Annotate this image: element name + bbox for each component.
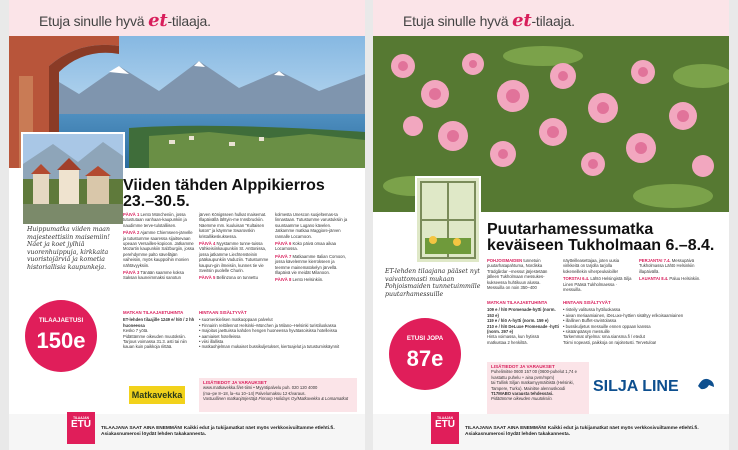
itinerary-item: PÄIVÄ 4 Nyystamme tunne-tuissa Vähkeisiinkaupunkiin St. Anttonissa, jossa jatkamme Liechtensteinin pääkaupunkiin Vaduziin. Tutustumme kaupun-gin ilmeisiin, kunnes tie vie Sveitsin puolelle Churin. — [199, 241, 269, 274]
right-price-badge — [389, 318, 461, 390]
tilaajan-etu-logo: TILAAJAN ETU — [431, 412, 459, 444]
right-price-block: MATKAN TILAAJAETUHINTA 109 e / hlö Promenade-hytti (norm. 153 e) 119 e / hlö A-hytti (norm. 159 e) 210 e / hlö DeLuxe Promenade -hytti (norm. 297 e) Hinta voimassa, kun hytissä matkustaa 2 henkilöä. — [487, 300, 559, 345]
right-footer — [373, 414, 729, 450]
right-col-3 — [639, 258, 713, 284]
left-header — [9, 0, 365, 36]
left-footer — [9, 414, 365, 450]
left-contact-box: LISÄTIEDOT JA VARAUKSET www.matkavekka.fi/et-tiimi • Myyntipalvelu puh. 020 120 4000 (ma–pe 8–18, la–su 10–14) Palvelumaksu 12 €/varaus. Vastuullinen matkanjärjestäjä Finnarp Holidays Oy/Matkavekka & Lomamatkat — [199, 378, 357, 412]
right-footer-text: TILAAJANA SAAT AINA ENEMMÄN! Kaikki edut ja tukijamatkat näet myös verkkosivuiltamme etlehti.fi. Asiakasnumerosi löydät lehden takakannesta. — [465, 426, 699, 437]
badge-price: 87e — [406, 346, 444, 371]
left-footer-text: TILAAJANA SAAT AINA ENEMMÄN! Kaikki edut ja tukijamatkat näet myös verkkosivuiltamme etlehti.fi. Asiakasnumerosi löydät lehden takakannesta. — [101, 426, 335, 437]
right-col-1 — [487, 258, 559, 292]
historic-town-photo — [21, 132, 125, 226]
include-item: • viisi illallista — [199, 339, 224, 345]
badge-price: 150e — [36, 328, 86, 353]
include-item: • sisäänpääsyn messuille — [563, 329, 610, 335]
tilaajan-etu-logo: TILAAJAN ETU — [67, 412, 95, 444]
event-item: TORSTAI 6.4. Lähtö Helsingistä Silja Linen Pääsä Tukholmaessa · messuilla. — [563, 276, 632, 293]
itinerary-item: PÄIVÄ 8 Lento Helsinkiin. — [275, 277, 324, 283]
event-item: näytteilleasettajaa, joten uusia virikkeitä on tarjolla tarjolla kokeneillekin viherpeukaloille! — [563, 258, 620, 274]
itinerary-item: PÄIVÄ 7 Matkaamme Italian Comoon, jossa kävelemme kierrokseen ja teemme mainematokelyn järvellä. Illapäivä vie meidät Milanoon. — [275, 253, 346, 276]
greenhouse-photo — [415, 176, 481, 264]
badge-label: TILAAJAETUSI — [38, 317, 84, 324]
itinerary-item: PÄIVÄ 5 Bellinzona on tunnettu — [199, 275, 258, 281]
left-col-1 — [123, 212, 195, 283]
include-item: • illallinen Buffet-ravintolassa — [563, 318, 617, 324]
left-col-2 — [199, 212, 271, 283]
left-price-block: MATKAN TILAAJAETUHINTA ET-lehden tilaajille 1249 e/ hlö / 2 hh huoneessa Kesko 7 yötä. Pidättämme oikeuden muutoksiin. Tarjous voimassa 31.3. asti tai niin kauan kuin paikkoja riittää. — [123, 310, 195, 350]
include-item: • aamiaiset hotelleissa — [199, 333, 241, 339]
badge-label: ETUSI JOPA — [406, 335, 444, 342]
include-item: • majoitus jaettuissa kahden hengen huoneessa hyvätasoisissa hotelleissa — [199, 328, 338, 334]
include-item: • risteily valitussa hyttiluokassa — [563, 307, 621, 313]
right-includes-block: HINTAAN SISÄLTYVÄT • risteily valitussa hyttiluokassa • aivan meriaamiainen, iDeLuxe-hyttien sisältyy erikoisaamiainen • illallinen Buffet-ravintolassa • bussikuljetus messuille ennen oppaan kanssa • sisäänpääsyn messuille Tarkemmat ohjelma: sma.siansma.fi / etedut Toimi nopeasti, paikkoja on rajoitetusti. Tervetuloa! — [563, 300, 713, 345]
include-item: • matkaohjelman mukaiset bussikuljetukset, kiertoajelut ja tutustumiskäynnit — [199, 344, 340, 350]
right-header-text: Etuja sinulle hyvä et-tilaaja. — [403, 10, 575, 31]
include-item: • bussikuljetus messuille ennen oppaan kanssa — [563, 323, 651, 329]
left-price-badge — [25, 300, 97, 372]
include-item: Toimi nopeasti, paikkoja on rajoitetusti. Tervetuloa! — [563, 339, 657, 345]
matkavekka-logo: Matkavekka — [129, 386, 185, 404]
et-brand: et — [512, 10, 532, 31]
itinerary-item: järven Königsseen hulkat maisemat. Illapäivällä lähtyin-me Innsbruckiin. Näemme mm. kuuluisan "Kultaisen katon" ja käymme Swarovskin kristallikeskuksessa. — [199, 212, 267, 239]
seal-icon — [695, 372, 717, 394]
itinerary-item: PÄIVÄ 2 Ajamme Chiemseen-järvelle ja tutustumme saaressa sijaitsevaan upeaan Versailles-kopioon. Jatkamme Mozartin kaupunkiin Salzburgiin, jossa perehdymme palto sävelläjän vaiheisiin, myös kauppoihin monien nähtävyyksiin. — [123, 230, 195, 268]
left-col-3 — [275, 212, 349, 285]
right-title: Puutarhamessumatka keväiseen Tukholmaan 6.–8.4. — [487, 221, 715, 254]
event-item: POHJOISMAIDEN tunnetuin puutarhatapahtuma, Nordiska Trädgårdar –messut järjestetään jälleen Tukholmaan messukes-kukseessa huhtikuun alussa. Messuilla on noin 350–400 — [487, 258, 548, 291]
include-item: • suomenkielisen matkaoppaan palvelut — [199, 317, 273, 323]
et-brand: et — [148, 10, 168, 31]
itinerary-item: PÄIVÄ 6 Koko päivä omaa aikaa Locarnossa. — [275, 241, 336, 252]
right-quote: ET-lehden tilaajana pääset nyt vaivattomasti mukaan Pohjoismaiden tunnetuimmille puutarhamessuille — [385, 268, 481, 298]
itinerary-item: PÄIVÄ 1 Lento Müncheniin, jossa tutustutaan vanhaan-kaupunkiin ja naudimme terve-tulotalliisen. — [123, 212, 187, 228]
right-header — [373, 0, 729, 36]
left-page — [9, 0, 365, 450]
left-quote: Huippumatka viiden maan majesteettisiin maisemiin! Näet ja koet jylhiä vuorenhuippuja, kirkkaita vuoristojärviä ja kometia historiallisia kaupunkeja. — [27, 226, 110, 271]
right-page — [373, 0, 729, 450]
event-item: LAUANTAI 8.4. Paluu Helsinkiin. — [639, 276, 701, 282]
itinerary-item: kolmesta Unescon suojeltemas-ta linnastaan. Tutustumme varustuksiin ja suuntaamme Lugano kävelen. Jatkamme matkaa Maggiore-järven rannalle Locarnoon. — [275, 212, 348, 239]
include-item: • aivan meriaamiainen, iDeLuxe-hyttien sisältyy erikoisaamiainen — [563, 312, 684, 318]
right-contact-box: LISÄTIEDOT JA VARAUKSET Puhelimitse 0600 157 00 (0600-puhelut 1,74 e /vastattu puhelu + aina pvm/mpm) tai Tallink Siljan matkamyymälöistä (Helsinki, Tampere, Turku). Mainitse alennuskoodi T17MABO varausta tehdessäsi. Pidätämme oikeuden muutoksiin. — [487, 362, 589, 414]
right-col-2 — [563, 258, 635, 294]
include-item: Tarkemmat ohjelma: sma.siansma.fi / etedut — [563, 334, 645, 340]
itinerary-item: PÄIVÄ 3 Tänään saamme koksa Saksan kauneimmaksi sanotun — [123, 270, 184, 281]
left-header-text: Etuja sinulle hyvä et-tilaaja. — [39, 10, 211, 31]
silja-line-logo: SILJA LINE — [593, 378, 679, 395]
left-title: Viiden tähden Alppikierros 23.–30.5. — [123, 177, 325, 210]
include-item: • Finnairin reittilennot Helsinki–München ja Milano–Helsinki turistiluokassa — [199, 322, 337, 328]
event-item: PERJANTAI 7.4. Messupäivä Tukholmassa Lähtö Helsinkiin illapäivällä. — [639, 258, 695, 274]
left-includes-block: HINTAAN SISÄLTYVÄT • suomenkielisen matkaoppaan palvelut • Finnairin reittilennot Helsinki–München ja Milano–Helsinki turistiluokassa • majoitus jaettuissa kahden hengen huoneessa hyvätasoisissa hotelleissa • aamiaiset hotelleissa • viisi illallista • matkaohjelman mukaiset bussikuljetukset, kiertoajelut ja tutustumiskäynnit — [199, 310, 349, 350]
